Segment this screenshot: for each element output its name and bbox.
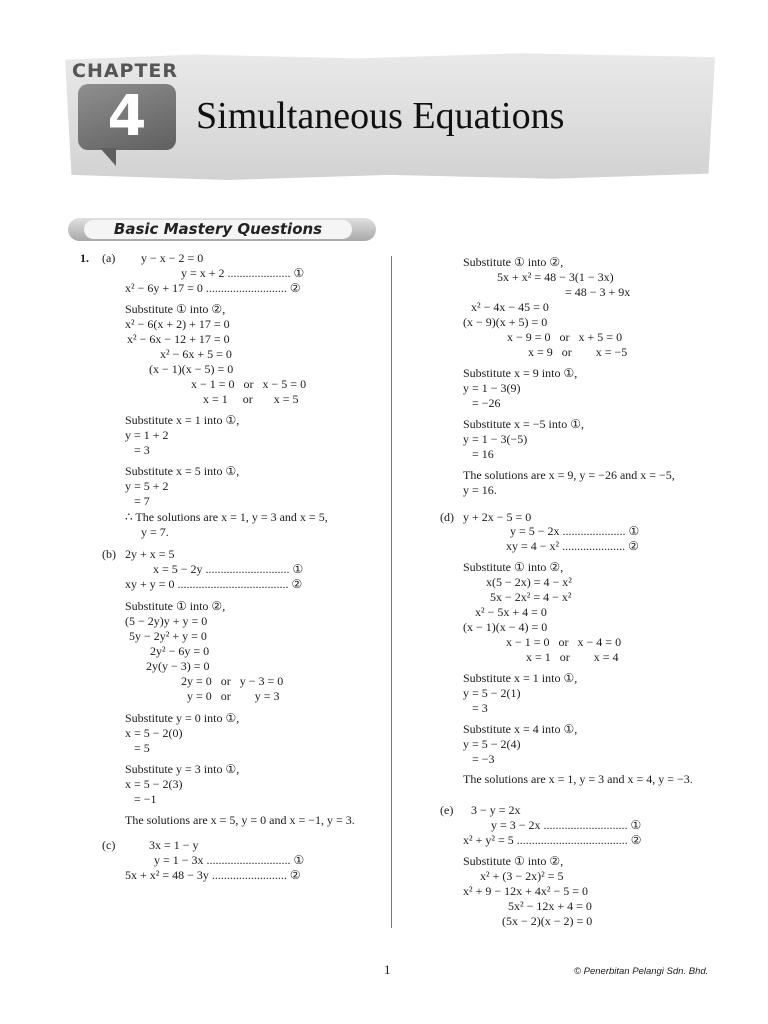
equation-line: x = 5 − 2(3) [125,777,183,791]
equation-line: y − x − 2 = 0 [141,251,204,265]
equation-line: x² − 6(x + 2) + 17 = 0 [125,317,230,331]
equation-line: xy = 4 − x² ..................... ② [506,539,639,553]
section-title: Basic Mastery Questions [113,220,323,238]
equation-line: x² + (3 − 2x)² = 5 [480,869,564,883]
equation-line: Substitute ① into ②, [125,599,226,613]
column-divider [391,256,392,928]
page-title: Simultaneous Equations [196,95,565,137]
equation-line: x = 5 − 2y ............................ ① [153,562,304,576]
equation-line: Substitute y = 0 into ①, [125,711,240,725]
equation-line: x² − 6x − 12 + 17 = 0 [127,332,230,346]
equation-line: 2y² − 6y = 0 [150,644,210,658]
equation-line: Substitute ① into ②, [463,255,564,269]
equation-line: = −26 [472,396,501,410]
part-label-e: (e) [440,803,454,817]
chapter-word: CHAPTER [72,60,179,82]
equation-line: = 48 − 3 + 9x [565,285,631,299]
equation-line: 5x² − 12x + 4 = 0 [508,899,592,913]
equation-line: y = 5 − 2x ..................... ① [510,524,640,538]
equation-line: 5x − 2x² = 4 − x² [490,590,572,604]
equation-line: x = 9 or x = −5 [528,345,628,359]
equation-line: Substitute ① into ②, [463,560,564,574]
equation-line: (5 − 2y)y + y = 0 [125,614,208,628]
part-label-c: (c) [102,838,116,852]
equation-line: Substitute ① into ②, [125,302,226,316]
equation-line: x² − 6x + 5 = 0 [160,347,232,361]
equation-line: y = 7. [141,525,169,539]
equation-line: x² − 6y + 17 = 0 ........................... ② [125,281,301,295]
equation-line: ∴ The solutions are x = 1, y = 3 and x = 5, [125,510,328,524]
equation-line: = 3 [134,443,150,457]
equation-line: 2y = 0 or y − 3 = 0 [181,674,284,688]
equation-line: y = x + 2 ..................... ① [181,266,305,280]
chapter-number: 4 [107,84,147,149]
equation-line: (x − 1)(x − 4) = 0 [463,620,548,634]
equation-line: x − 9 = 0 or x + 5 = 0 [507,330,623,344]
chapter-box-tail [100,148,116,166]
equation-line: 5x + x² = 48 − 3y ......................... ② [125,868,301,882]
equation-line: xy + y = 0 ..................................... ② [125,577,303,591]
equation-line: = −1 [134,792,157,806]
equation-line: 3 − y = 2x [471,803,521,817]
equation-line: x(5 − 2x) = 4 − x² [486,575,572,589]
equation-line: y = 1 + 2 [125,428,169,442]
equation-line: = 7 [134,494,150,508]
equation-line: = −3 [472,752,495,766]
equation-line: The solutions are x = 9, y = −26 and x = −5, [463,468,675,482]
part-label-d: (d) [440,510,454,524]
publisher-credit: © Penerbitan Pelangi Sdn. Bhd. [574,966,709,977]
equation-line: Substitute x = 4 into ①, [463,722,578,736]
equation-line: x² − 4x − 45 = 0 [471,300,549,314]
equation-line: y = 1 − 3(−5) [463,432,528,446]
equation-line: Substitute ① into ②, [463,854,564,868]
equation-line: Substitute x = 5 into ①, [125,464,240,478]
equation-line: y = 3 − 2x ............................ ① [491,818,642,832]
equation-line: y + 2x − 5 = 0 [463,510,532,524]
equation-line: x = 1 or x = 5 [203,392,299,406]
page-number: 1 [384,962,391,977]
question-number: 1. [80,251,89,265]
part-label-a: (a) [102,251,116,265]
equation-line: x² + 9 − 12x + 4x² − 5 = 0 [463,884,589,898]
equation-line: The solutions are x = 5, y = 0 and x = −1, y = 3. [125,813,355,827]
equation-line: y = 1 − 3(9) [463,381,521,395]
equation-line: 5x + x² = 48 − 3(1 − 3x) [497,270,614,284]
equation-line: y = 16. [463,483,497,497]
equation-line: y = 5 + 2 [125,479,169,493]
equation-line: 3x = 1 − y [149,838,199,852]
equation-line: y = 5 − 2(4) [463,737,521,751]
equation-line: Substitute x = 1 into ①, [125,413,240,427]
equation-line: x − 1 = 0 or x − 5 = 0 [191,377,307,391]
equation-line: Substitute x = 9 into ①, [463,366,578,380]
equation-line: = 5 [134,741,150,755]
equation-line: (x − 9)(x + 5) = 0 [463,315,548,329]
equation-line: y = 0 or y = 3 [187,689,280,703]
equation-line: x = 5 − 2(0) [125,726,183,740]
equation-line: Substitute x = 1 into ①, [463,671,578,685]
equation-line: y = 1 − 3x ............................ ① [154,853,305,867]
equation-line: 2y(y − 3) = 0 [146,659,210,673]
equation-line: x² − 5x + 4 = 0 [475,605,547,619]
equation-line: The solutions are x = 1, y = 3 and x = 4, y = −3. [463,772,693,786]
equation-line: = 16 [472,447,494,461]
equation-line: = 3 [472,701,488,715]
equation-line: 5y − 2y² + y = 0 [129,629,207,643]
equation-line: y = 5 − 2(1) [463,686,521,700]
equation-line: x = 1 or x = 4 [526,650,619,664]
equation-line: 2y + x = 5 [125,547,175,561]
equation-line: Substitute x = −5 into ①, [463,417,584,431]
equation-line: Substitute y = 3 into ①, [125,762,240,776]
equation-line: (x − 1)(x − 5) = 0 [149,362,234,376]
equation-line: x − 1 = 0 or x − 4 = 0 [506,635,622,649]
equation-line: (5x − 2)(x − 2) = 0 [502,914,593,928]
part-label-b: (b) [102,547,116,561]
equation-line: x² + y² = 5 ..................................... ② [463,833,642,847]
